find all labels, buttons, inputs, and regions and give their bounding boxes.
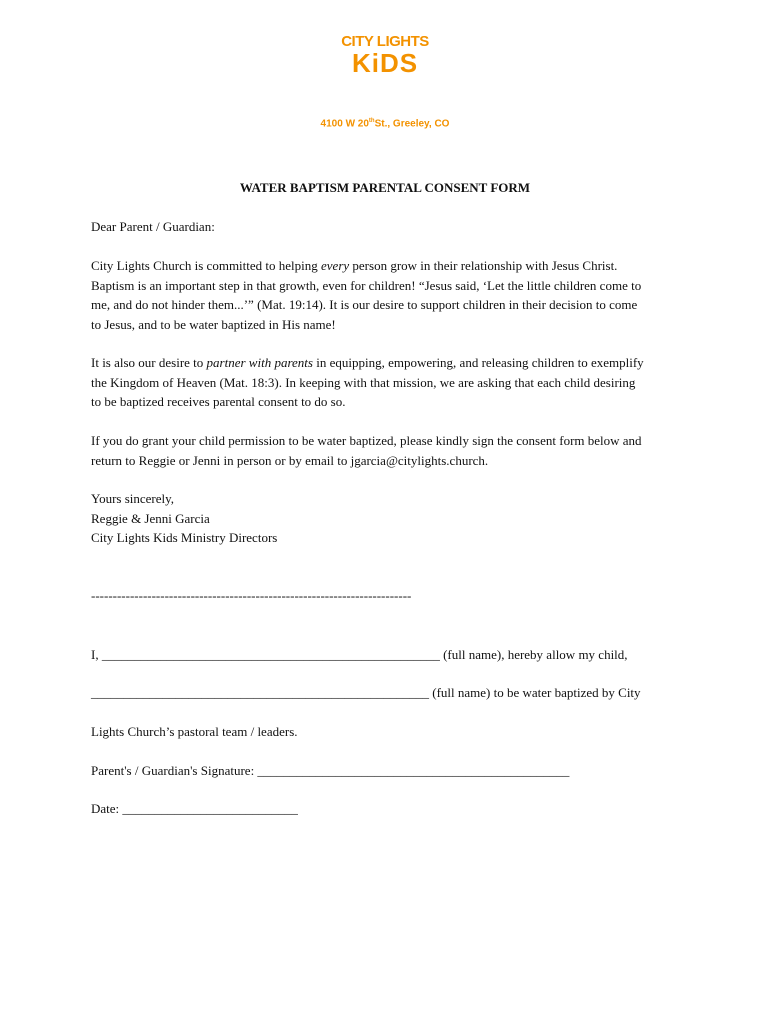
logo-text-city-lights: CITY LIGHTS	[341, 33, 429, 50]
cut-line: --------------------------------------------------------------------------	[91, 588, 412, 603]
guardian-signature-line: Parent's / Guardian's Signature: ________________________________________________	[91, 763, 570, 778]
paragraph-line: return to Reggie or Jenni in person or by email to jgarcia@citylights.church.	[91, 452, 489, 468]
paragraph-line: It is also our desire to partner with parents in equipping, empowering, and releasing children to exemplify	[91, 355, 644, 370]
address-ordinal-suffix: th	[368, 118, 375, 124]
form-title: WATER BAPTISM PARENTAL CONSENT FORM	[239, 180, 531, 195]
church-address	[0, 118, 770, 129]
closing-signature-block	[91, 489, 691, 548]
paragraph-line: the Kingdom of Heaven (Mat. 18:3). In keeping with that mission, we are asking that each child desiring	[91, 374, 636, 390]
child-name-line: ____________________________________________________ (full name) to be water baptized by City	[91, 685, 641, 700]
city-lights-kids-logo	[340, 34, 430, 76]
address-street-number: 4100 W 20	[320, 118, 369, 130]
consent-statement-line: Lights Church’s pastoral team / leaders.	[91, 724, 298, 739]
salutation: Dear Parent / Guardian:	[91, 219, 215, 234]
paragraph-partnership	[91, 353, 691, 412]
emphasis-every: every	[321, 258, 350, 273]
consent-name-line: I, ____________________________________________________ (full name), hereby allow my child,	[91, 647, 628, 662]
closing-names: Reggie & Jenni Garcia	[91, 510, 210, 526]
closing-title: City Lights Kids Ministry Directors	[91, 530, 278, 545]
paragraph-line: to Jesus, and to be water baptized in His name!	[91, 316, 336, 332]
paragraph-line: If you do grant your child permission to be water baptized, please kindly sign the consent form below and	[91, 433, 642, 448]
paragraph-line: me, and do not hinder them...’” (Mat. 19:14). It is our desire to support children in their decision to come	[91, 297, 638, 312]
logo-text-kids: KiDS	[351, 48, 419, 78]
address-city: St., Greeley, CO	[374, 118, 450, 130]
date-line: Date: ___________________________	[91, 801, 298, 816]
emphasis-partner-with-parents: partner with parents	[206, 355, 313, 370]
paragraph-line: to be baptized receives parental consent to do so.	[91, 394, 346, 409]
paragraph-line: Baptism is an important step in that growth, even for children! “Jesus said, ‘Let the little children come to	[91, 277, 642, 293]
paragraph-instructions	[91, 431, 691, 470]
paragraph-line: City Lights Church is committed to helping every person grow in their relationship with Jesus Christ.	[91, 258, 618, 273]
paragraph-commitment	[91, 256, 691, 334]
closing-line: Yours sincerely,	[91, 491, 175, 506]
